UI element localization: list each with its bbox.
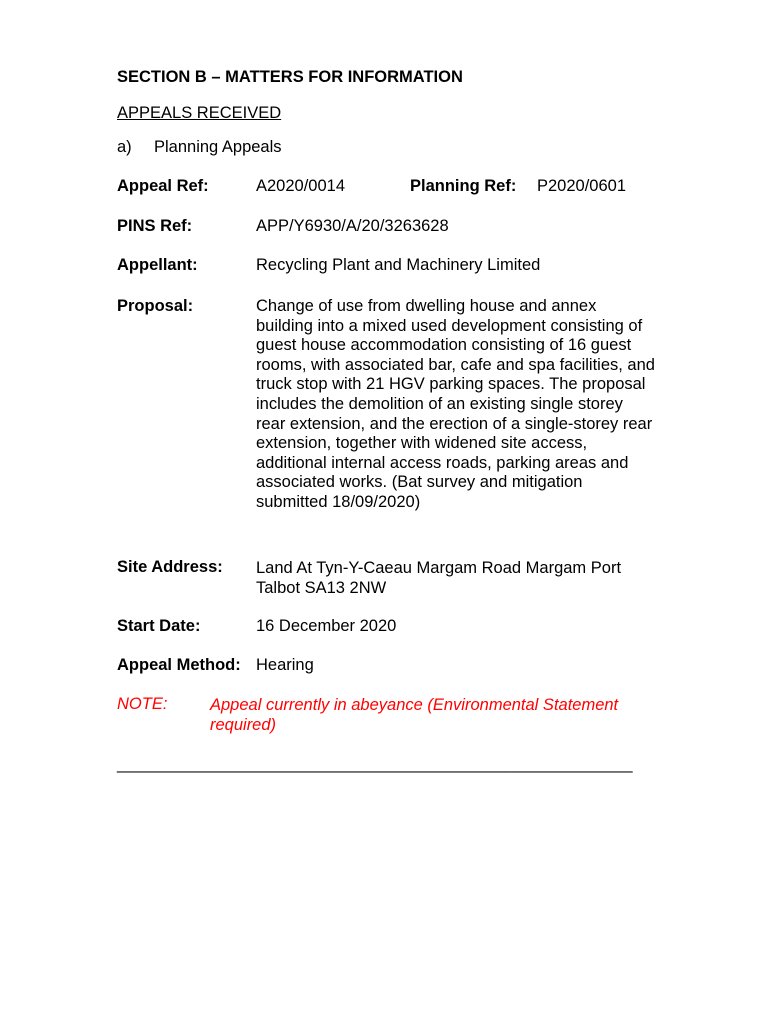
start-date-label: Start Date:	[117, 617, 201, 635]
appellant-value: Recycling Plant and Machinery Limited	[256, 256, 541, 274]
appeal-ref-value: A2020/0014	[256, 177, 346, 195]
divider-line: _______________________________________________________	[117, 755, 633, 773]
appellant-label: Appellant:	[117, 256, 198, 274]
appeal-method-value: Hearing	[256, 656, 314, 674]
note-text: Appeal currently in abeyance (Environmental Statement required)	[210, 696, 619, 734]
pins-ref-label: PINS Ref:	[117, 217, 193, 235]
list-title: Planning Appeals	[154, 138, 282, 156]
list-marker: a)	[117, 138, 132, 156]
site-address-value: Land At Tyn-Y-Caeau Margam Road Margam Port Talbot SA13 2NW	[256, 559, 622, 597]
appeals-received-heading: APPEALS RECEIVED	[117, 104, 282, 122]
appeal-method-label: Appeal Method:	[117, 656, 241, 674]
site-address-label: Site Address:	[117, 558, 223, 576]
proposal-label: Proposal:	[117, 297, 194, 315]
appeal-ref-label: Appeal Ref:	[117, 177, 209, 195]
pins-ref-value: APP/Y6930/A/20/3263628	[256, 217, 449, 235]
proposal-value: Change of use from dwelling house and annex building into a mixed used development consisting of guest house accommodation consisting of 16 guest rooms, with associated bar, cafe and spa facilities, and truck stop with 21 HGV parking spaces. The proposal includes the demolition of an existing single storey rear extension, and the erection of a single-storey rear extension, together with widened site access, additional internal access roads, parking areas and associated works. (Bat survey and mitigation submitted 18/09/2020)	[256, 297, 655, 511]
planning-ref-label: Planning Ref:	[410, 177, 517, 195]
note-label: NOTE:	[117, 695, 168, 713]
planning-ref-value: P2020/0601	[537, 177, 627, 195]
section-heading: SECTION B – MATTERS FOR INFORMATION	[117, 68, 463, 86]
start-date-value: 16 December 2020	[256, 617, 397, 635]
